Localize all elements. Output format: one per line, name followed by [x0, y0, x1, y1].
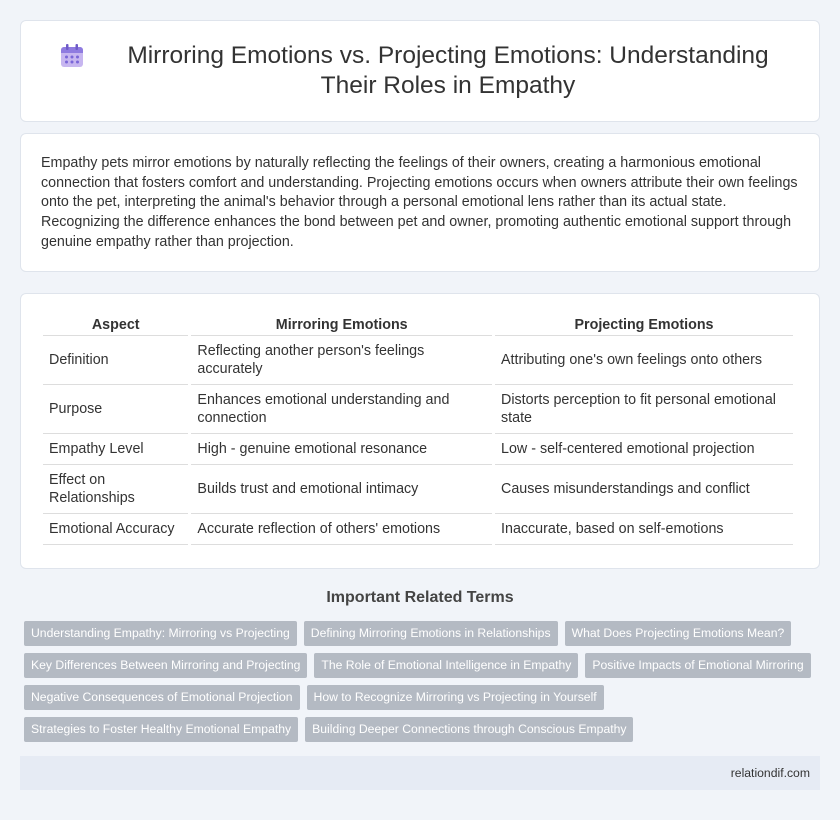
header-projecting: Projecting Emotions — [495, 316, 793, 336]
projecting-cell: Inaccurate, based on self-emotions — [495, 514, 793, 545]
table-row — [43, 385, 793, 434]
projecting-cell: Attributing one's own feelings onto others — [495, 336, 793, 385]
related-term-link[interactable]: How to Recognize Mirroring vs Projecting in Yourself — [307, 685, 604, 710]
table-header-row — [43, 316, 793, 336]
related-term-link[interactable]: The Role of Emotional Intelligence in Empathy — [314, 653, 578, 678]
header-mirroring: Mirroring Emotions — [191, 316, 492, 336]
table-row — [43, 336, 793, 385]
intro-card — [20, 133, 820, 272]
aspect-cell: Definition — [43, 336, 188, 385]
table-row — [43, 465, 793, 514]
page-title: Mirroring Emotions vs. Projecting Emotions: Understanding Their Roles in Empathy — [127, 42, 769, 99]
related-term-link[interactable]: Defining Mirroring Emotions in Relationships — [304, 621, 558, 646]
tag-row — [24, 717, 824, 742]
projecting-cell: Causes misunderstandings and conflict — [495, 465, 793, 514]
aspect-cell: Emotional Accuracy — [43, 514, 188, 545]
mirroring-cell: High - genuine emotional resonance — [191, 434, 492, 465]
intro-paragraph: Empathy pets mirror emotions by naturally reflecting the feelings of their owners, creating a harmonious emotional connection that fosters comfort and understanding. Projecting emotions occurs when owners attribute their own feelings onto the pet, interpreting the animal's behavior through a personal emotional lens rather than its actual state. Recognizing the difference enhances the bond between pet and owner, promoting authentic emotional support through genuine empathy rather than projection. — [41, 155, 798, 250]
related-term-link[interactable]: Building Deeper Connections through Conscious Empathy — [305, 717, 633, 742]
tag-row — [24, 653, 824, 678]
aspect-cell: Empathy Level — [43, 434, 188, 465]
comparison-table-card — [20, 293, 820, 569]
aspect-cell: Purpose — [43, 385, 188, 434]
related-term-link[interactable]: Strategies to Foster Healthy Emotional Empathy — [24, 717, 298, 742]
header-aspect: Aspect — [43, 316, 188, 336]
aspect-cell: Effect on Relationships — [43, 465, 188, 514]
mirroring-cell: Builds trust and emotional intimacy — [191, 465, 492, 514]
calendar-icon — [60, 44, 84, 68]
related-terms-list — [24, 621, 824, 749]
tag-row — [24, 621, 824, 646]
mirroring-cell: Enhances emotional understanding and connection — [191, 385, 492, 434]
site-name[interactable]: relationdif.com — [730, 766, 810, 780]
header-card — [20, 20, 820, 122]
table-row — [43, 514, 793, 545]
table-row — [43, 434, 793, 465]
footer — [20, 756, 820, 790]
mirroring-cell: Accurate reflection of others' emotions — [191, 514, 492, 545]
related-term-link[interactable]: Understanding Empathy: Mirroring vs Projecting — [24, 621, 297, 646]
mirroring-cell: Reflecting another person's feelings accurately — [191, 336, 492, 385]
projecting-cell: Distorts perception to fit personal emotional state — [495, 385, 793, 434]
comparison-table — [40, 316, 796, 545]
related-term-link[interactable]: Key Differences Between Mirroring and Projecting — [24, 653, 307, 678]
related-term-link[interactable]: Negative Consequences of Emotional Projection — [24, 685, 300, 710]
related-terms-title: Important Related Terms — [326, 589, 514, 606]
related-term-link[interactable]: Positive Impacts of Emotional Mirroring — [585, 653, 810, 678]
tag-row — [24, 685, 824, 710]
projecting-cell: Low - self-centered emotional projection — [495, 434, 793, 465]
related-term-link[interactable]: What Does Projecting Emotions Mean? — [565, 621, 792, 646]
